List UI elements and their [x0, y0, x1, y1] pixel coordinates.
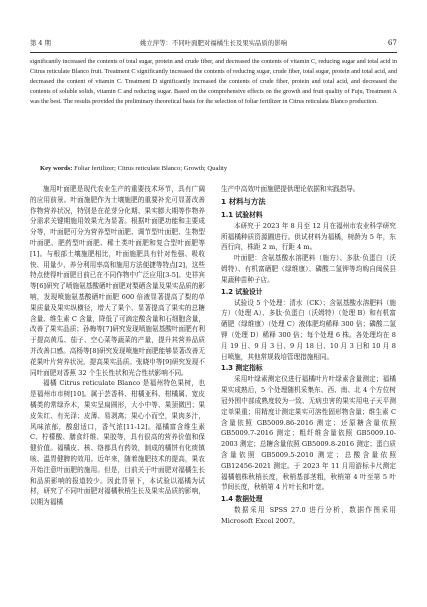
right-column: [221, 184, 396, 527]
keywords-label: Key words:: [40, 165, 73, 172]
abstract: [30, 57, 397, 107]
keywords: [40, 164, 397, 174]
page-number: 67: [387, 38, 397, 47]
running-title: 姚立萍等：不同叶面肥对福橘生长及果实品质的影响: [140, 39, 287, 47]
subheading-experimental-design: 1.2 试验设计: [221, 287, 263, 296]
subheading-measured-indices: 1.3 测定指标: [221, 364, 263, 373]
intro-paragraph-1: 施用叶面肥是现代农业生产的重要技术环节，具有广阔的应用前景。叶面施肥作为土壤施肥的重要补充可显著改善作物营养状况，特别是在花芽分化期、果实膨大期等作物养分需求关键期施用效果尤为显著。根据叶面肥功能和主要成分等，叶面肥可分为营养型叶面肥、调节型叶面肥、生物型叶面肥、肥药型叶面肥、稀土类叶面肥和复合型叶面肥等[1]。与根部土壤施肥相比，叶面施肥具有针对性强、吸收快、用量少、养分利用率高和施用方法便捷等特点[2]，这些特点使得叶面肥目前已在不同作物中广泛应用[3-5]。史祥宾等[6]研究了喷施氨基酸硒叶面肥对梨硒含量及果实品质的影响，发现喷施氨基酸硒叶面肥 600 倍液显著提高了梨的单果质量及果实纵横径，增大了果个、显著提高了果实的总糖含量、维生素 C 含量，降低了可滴定酸含量和石细胞含量，改善了果实品质；孙梅等[7]研究发现喷施氨基酸叶面肥有利于提高黄瓜、茄子、空心菜等蔬菜的产量，提升其营养品质并改善口感。高杨等[8]研究发现喷施叶面肥能够显著改善无花果叶片营养状况，提高果实品质。张晓申等[9]研究发现不同叶面肥对香蕉 32 个生长性状和光合性状影响不同。: [30, 185, 205, 377]
left-column: [30, 184, 205, 508]
paragraph-data-processing: 数据采用 SPSS 27.0 进行分析，数据作图采用 Microsoft Excel 2007。: [221, 506, 396, 525]
page-header: [30, 37, 397, 49]
issue-number: 第 4 期: [30, 39, 51, 47]
section-heading-materials-methods: 1 材料与方法: [221, 196, 266, 206]
keywords-text: Foliar fertilizer; Citrus reticulate Blanco; Growth; Quality: [74, 165, 228, 172]
intro-tail: 生产中高效叶面施肥提供理论依据和实践指导。: [221, 185, 360, 193]
paragraph-foliar-fertilizers: 叶面肥：含氨基酸水溶肥料（施方）、多肽·负蛋白（沃姆特）、有机富硒肥（绿维康）、磷酸二氢钾等均购自闽侯县果蔬种苗种子店。: [221, 254, 396, 284]
paragraph-experimental-design: 试验设 5 个处理：清水（CK）；含氨基酸水溶肥料（施方）（处理 A）、多肽·负蛋白（沃姆特）（处理 B）和有机富硒肥（绿维康）（处理 C）液体肥均稀释 300 倍；磷酸二氢钾（处理 D）稀释 300 倍；每个处理 6 株。各处理均在 8 月 19 日、9 月 3 日、9 月 18 日、10 月 3 日和 10 月 8 日喷施，其他常规栽培管理措施相同。: [221, 298, 396, 361]
subheading-test-materials: 1.1 试验材料: [221, 210, 263, 219]
paragraph-measured-indices: 采用叶绿素测定仪进行福橘叶片叶绿素含量测定；福橘果实成熟后，5 个处理随机采集东、西、南、北 4 个方位树冠外围中部成熟度较为一致、无病虫害的果实用电子天平测定单果重；用精度计测定果实可溶性固形物含量；维生素 C 含量依照 GB5009.86-2016 测定；还原糖含量依照 GB5009.7-2016 测定；粗纤维含量依照 GB5009.10-2003 测定；总糖含量依照 GB5009.8-2016 测定；蛋白质含量依照 GB5009.5-2010 测定；总酸含量依照 GB12456-2021 测定。于 2023 年 11 月用游标卡尺测定福橘植株秋梢长度，秋梢基部茎粗，秋梢第 4 叶至第 5 叶节间长度，秋梢第 4 片叶长和叶宽。: [221, 375, 396, 492]
intro-paragraph-2: 福橘 Citrus reticulate Blanco 是福州特色果树，也是福州市市树[10]。属于芸香科、柑橘亚科、柑橘属、宽皮橘类的常绿乔木，果实呈扁圆形，大小中等、果顶微凹；果皮朱红、有光泽；皮薄、易剥离；果心小而空，果肉多汁，风味浓郁，酸甜适口，香气浓[11-12]。福橘富含维生素 C、柠檬酸、膳食纤维、果胶等，具有很高的营养价值和保健价值。福橘皮、核、络都具有药效，制成的橘饼有化痰镇咳、温胃健脾的效用。近年来，随着施肥技术的提高，果农开始注意叶面肥的施用。但是，目前关于叶面肥对福橘生长和品质影响的报道较少。因此背景下，本试验以福橘为试材，研究了不同叶面肥对福橘秋梢生长及果实品质的影响，以期为福橘: [30, 379, 205, 507]
paragraph-test-materials: 本研究于 2023 年 8 月至 12 月在福州市农业科学研究所福橘种质资源圃进行。供试材料为福橘，树龄为 5 年，东西行向，株距 2 m，行距 4 m。: [221, 221, 396, 252]
subheading-data-processing: 1.4 数据处理: [221, 495, 263, 504]
abstract-text: significantly increased the contents of total sugar, protein and crude fiber, and decreased the contents of vitamin C, reducing sugar and total acid in Citrus reticulate Blanco fruit. Treatment C significantly increased the contents of reducing sugar, crude fiber, total sugar, protein and total acid, and decreased the content of vitamin C. Treatment D significantly increased the contents of crude fiber, protein and total acid, and decreased the contents of soluble solids, vitamin C and reducing sugar. Based on the comprehensive effects on the growth and fruit quality of Fuju, Treatment A was the best. The results provided the preliminary theoretical basis for the selection of foliar fertilizer in Citrus reticulata Blanco production.: [30, 58, 397, 106]
header-rule: [30, 52, 397, 53]
